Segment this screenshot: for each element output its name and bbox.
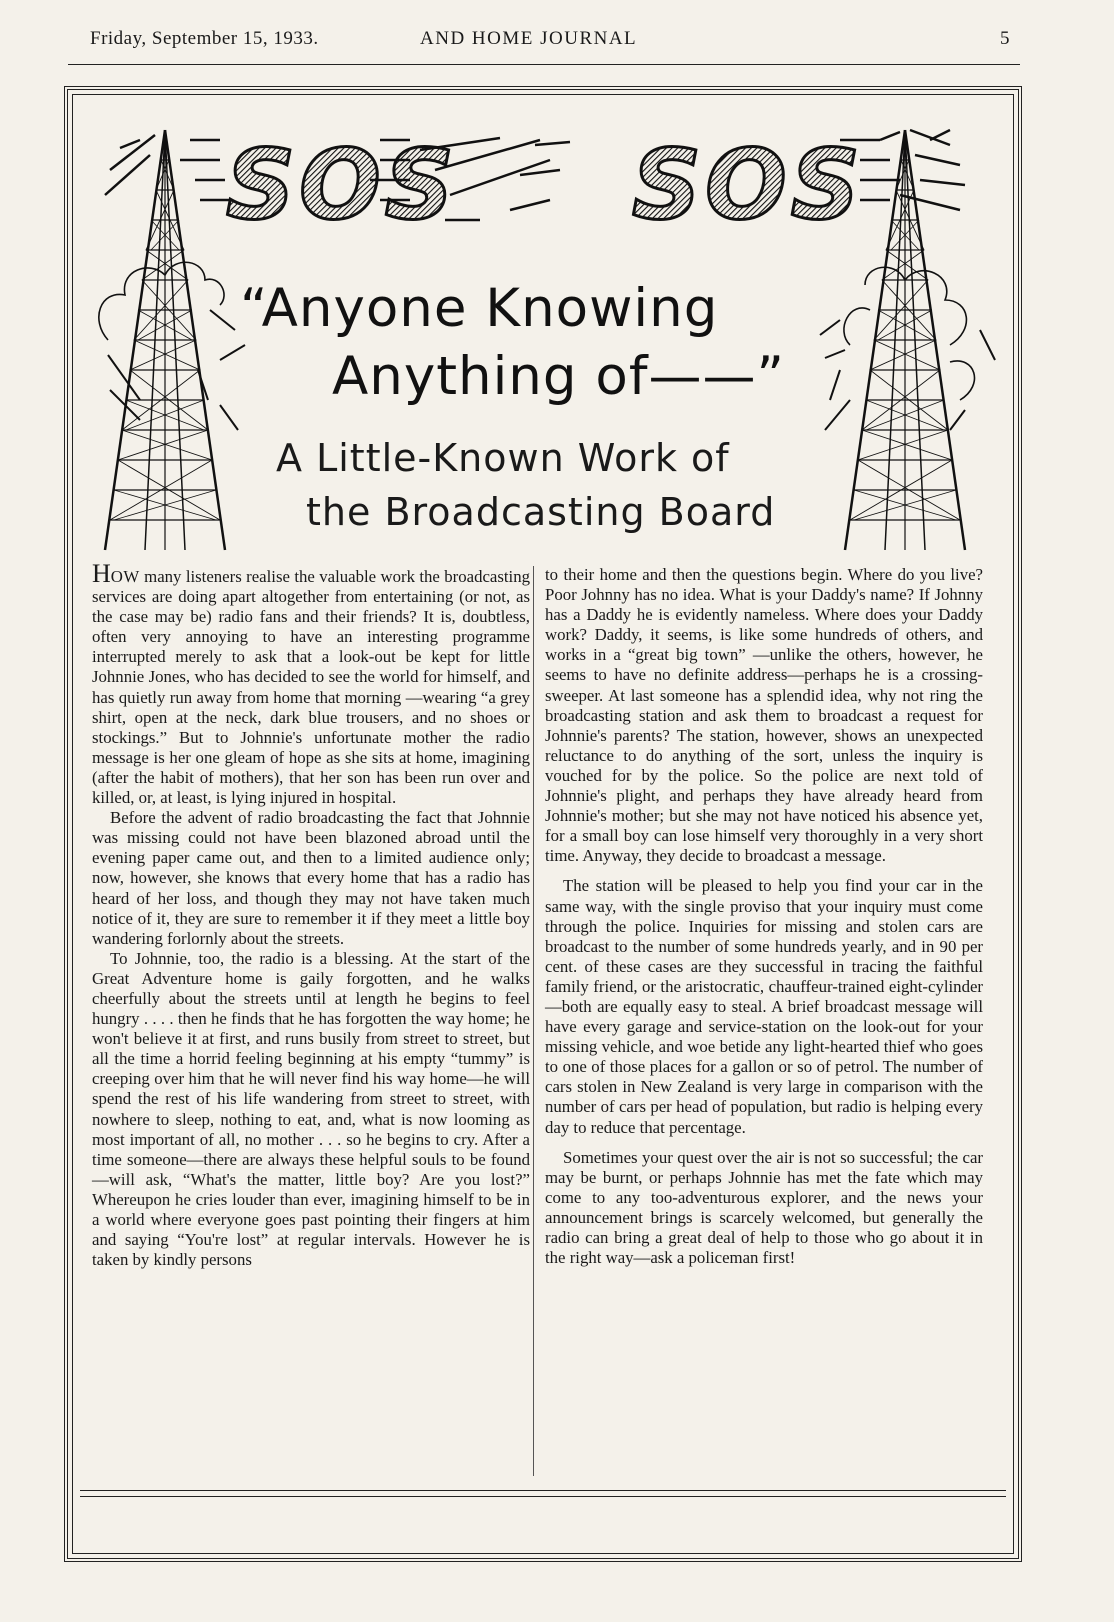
left-radio-tower [105, 130, 225, 550]
running-header [90, 28, 1010, 60]
page-number: 5 [1000, 28, 1010, 49]
drop-cap: H [92, 559, 111, 588]
paragraph-1-text: many listeners realise the valuable work the broadcasting services are doing apart altogether from entertaining (or not, as the case may be) radio fans and their friends? It is, doubtless, often very annoying to have an interesting programme interrupted merely to ask that a look-out be kept for little Johnnie Jones, who has decided to see the world for himself, and has quietly run away from home that morning —wearing “a grey shirt, open at the neck, dark blue trousers, and no shoes or stockings.” But to Johnnie's unfortunate mother the radio message is her one gleam of hope as she sits at home, imagining (after the habit of mothers), that her son has been run over and killed, or, at least, is lying injured in hospital. [92, 567, 530, 808]
headline-line-1: “Anyone Knowing [240, 278, 719, 339]
paragraph-3: To Johnnie, too, the radio is a blessing. At the start of the Great Adventure home is gaily forgotten, and he walks cheerfully about the streets until at length he begins to feel hungry . . . . then he finds that he has forgotten the way home; he won't believe it at first, and runs busily from street to street, but all the time a horrid feeling beginning at his empty “tummy” is creeping over him that he will never find his way home—he will spend the rest of his life wandering from street to street, with nowhere to sleep, nothing to eat, and, what is now looming as most important of all, no mother . . . so he begins to cry. After a time someone—there are always these helpful souls to be found—will ask, “What's the matter, little boy? Are you lost?” Whereupon he cries louder than ever, imagining himself to be in a world where everyone goes past pointing their fingers at him and saying “You're lost” at regular intervals. However he is taken by kindly persons [92, 948, 530, 1270]
paragraph-2: Before the advent of radio broadcasting the fact that Johnnie was missing could not have been blazoned abroad until the evening paper came out, and then to a limited audience only; now, however, she knows that every home that has a radio has heard of her loss, and though they may not have taken much notice of it, they are sure to remember it if they meet a little boy wandering forlornly about the streets. [92, 808, 530, 948]
opening-caps: OW [110, 567, 140, 586]
journal-name: AND HOME JOURNAL [420, 28, 638, 49]
paragraph-1 [92, 559, 530, 808]
sos-right-text: SOS [632, 129, 864, 241]
paragraph-4: to their home and then the questions begin. Where do you live? Poor Johnny has no idea. What is your Daddy's name? If Johnny has a Daddy he is evidently nameless. Where does your Daddy work? Daddy, it seems, is like some hundreds of others, and works in a “great big town” —unlike the others, however, he seems to have no definite address—perhaps he is a crossing-sweeper. At last someone has a splendid idea, why not ring the broadcasting station and ask them to broadcast a request for Johnnie's parents? The station, however, shows an unexpected reluctance to do anything of the sort, unless the inquiry is vouched for by the police. So the police are next told of Johnnie's plight, and perhaps they have already heard from Johnnie's mother; but she may not have noticed his absence yet, for a small boy can lose himself very thoroughly in a very short time. Anyway, they decide to broadcast a message. [545, 565, 983, 866]
bottom-rule-inner [80, 1496, 1006, 1497]
paragraph-6: Sometimes your quest over the air is not so successful; the car may be burnt, or perhaps Johnnie has met the fate which may come to any too-adventurous explorer, and the news your announcement brings is scarcely welcomed, but generally the radio can bring a great deal of help to those who go about it in the right way—ask a policeman first! [545, 1147, 983, 1268]
bottom-rule [80, 1490, 1006, 1491]
column-divider [533, 566, 534, 1476]
article-column-right [545, 565, 983, 1268]
header-rule [68, 64, 1020, 65]
sos-left-text: SOS [226, 129, 458, 241]
paragraph-5: The station will be pleased to help you find your car in the same way, with the single proviso that your inquiry must come through the police. Inquiries for missing and stolen cars are broadcast to the number of some hundreds yearly, and in 90 per cent. of these cases are they successful in tracing the faithful family friend, or the aristocratic, chauffeur-trained eight-cylinder—both are equally easy to steal. A brief broadcast message will have every garage and service-station on the look-out for your missing vehicle, and woe betide any light-hearted thief who goes to one of those places for a gallon or so of petrol. The number of cars stolen in New Zealand is very large in comparison with the number of cars per head of population, but radio is helping every day to reduce that percentage. [545, 876, 983, 1137]
subheadline-line-1: A Little-Known Work of [276, 436, 730, 480]
headline-line-2: Anything of——” [332, 346, 785, 407]
issue-date: Friday, September 15, 1933. [90, 28, 319, 49]
article-column-left [92, 559, 530, 1270]
subheadline-line-2: the Broadcasting Board [306, 490, 776, 534]
